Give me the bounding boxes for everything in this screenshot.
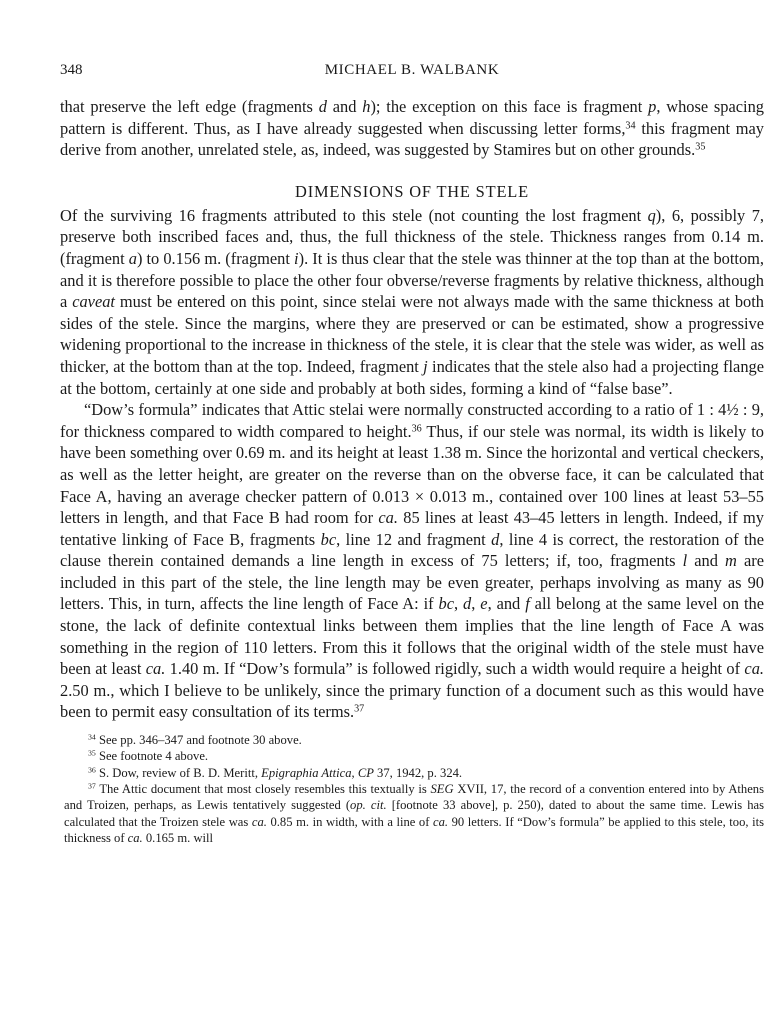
paragraph-dimensions: Of the surviving 16 fragments attributed to this stele (not counting the lost fragment q), 6, possibly 7, preserve both inscribed faces and, thus, the full thickness of the stele. Thickness ranges from 0.14 m. (fragment a) to 0.156 m. (fragment i). It is thus clear that the stele was thinner at the top than at the bottom, and it is therefore possible to place the other four obverse/reverse fragments by relative thickness, although a caveat must be entered on this point, since stelai were not always made with the same thickness at both sides of the stele. Since the margins, where they are preserved or can be estimated, show a progressive widening proportional to the increase in thickness of the stele, it is clear that the stele was wider, as well as thicker, at the bottom than at the top. Indeed, fragment j indicates that the stele also had a projecting flange at the bottom, certainly at one side and probably at both sides, forming a kind of “false base”.	[60, 205, 764, 398]
footnote-35: $^{35}$ See footnote 4 above.	[88, 749, 209, 764]
footnotes	[64, 732, 764, 846]
footnote-37: $^{37}$ The Attic document that most closely resembles this textually is SEG XVII, 17, the record of a convention entered into by Athens and Troizen, perhaps, as Lewis tentatively suggested (op. cit. [footnote 33 above], p. 250), dated to about the same time. Lewis has calculated that the Troizen stele was ca. 0.85 m. in width, with a line of ca. 90 letters. If “Dow’s formula” be applied to this stele, too, its thickness of ca. 0.165 m. will	[64, 781, 764, 845]
paragraph-continued: that preserve the left edge (fragments d and h); the exception on this face is fragment p, whose spacing pattern is different. Thus, as I have already suggested when discussing letter forms,$^{34}$ this fragment may derive from another, unrelated stele, as, indeed, was suggested by Stamires but on other grounds.$^{35}$	[60, 97, 764, 160]
running-head	[60, 62, 764, 84]
footnote-34: $^{34}$ See pp. 346–347 and footnote 30 above.	[88, 732, 302, 748]
section-title: DIMENSIONS OF THE STELE	[295, 181, 529, 201]
footnote-ref-37: 37	[354, 703, 365, 715]
running-title: MICHAEL B. WALBANK	[324, 62, 500, 78]
footnote-36: $^{36}$ S. Dow, review of B. D. Meritt, Epigraphia Attica, CP 37, 1942, p. 324.	[88, 765, 463, 780]
footnote-ref-35: 35	[695, 141, 706, 153]
paragraph-dows-formula: “Dow’s formula” indicates that Attic stelai were normally constructed according to a ratio of 1 : 4½ : 9, for thickness compared to width compared to height.$^{36}$ Thus, if our stele was normal, its width is likely to have been something over 0.69 m. and its height at least 1.38 m. Since the horizontal and vertical checkers, as well as the letter height, are greater on the reverse than on the obverse face, it can be calculated that Face A, having an average checker pattern of 0.013 × 0.013 m., contained over 100 lines at least 53–55 letters in length, and that Face B had room for ca. 85 lines at least 43–45 letters in length. Indeed, if my tentative linking of Face B, fragments bc, line 12 and fragment d, line 4 is correct, the restoration of the clause therein contained demands a line length in excess of 75 letters; if, too, fragments l and m are included in this part of the stele, the line length may be even greater, perhaps involving as many as 90 letters. This, in turn, affects the line length of Face A: if bc, d, e, and f all belong at the same level on the stone, the lack of definite contextual links between them implies that the line length of Face A was something in the region of 110 letters. From this it follows that the original width of the stele must have been at least ca. 1.40 m. If “Dow’s formula” is followed rigidly, such a width would require a height of ca. 2.50 m., which I believe to be unlikely, since the primary function of a document such as this would have been to permit easy consultation of its terms.$^{37}$	[60, 400, 764, 722]
footnote-ref-34: 34	[625, 120, 636, 132]
page	[60, 62, 764, 846]
footnote-ref-36: 36	[411, 423, 422, 435]
page-number: 348	[60, 62, 83, 78]
